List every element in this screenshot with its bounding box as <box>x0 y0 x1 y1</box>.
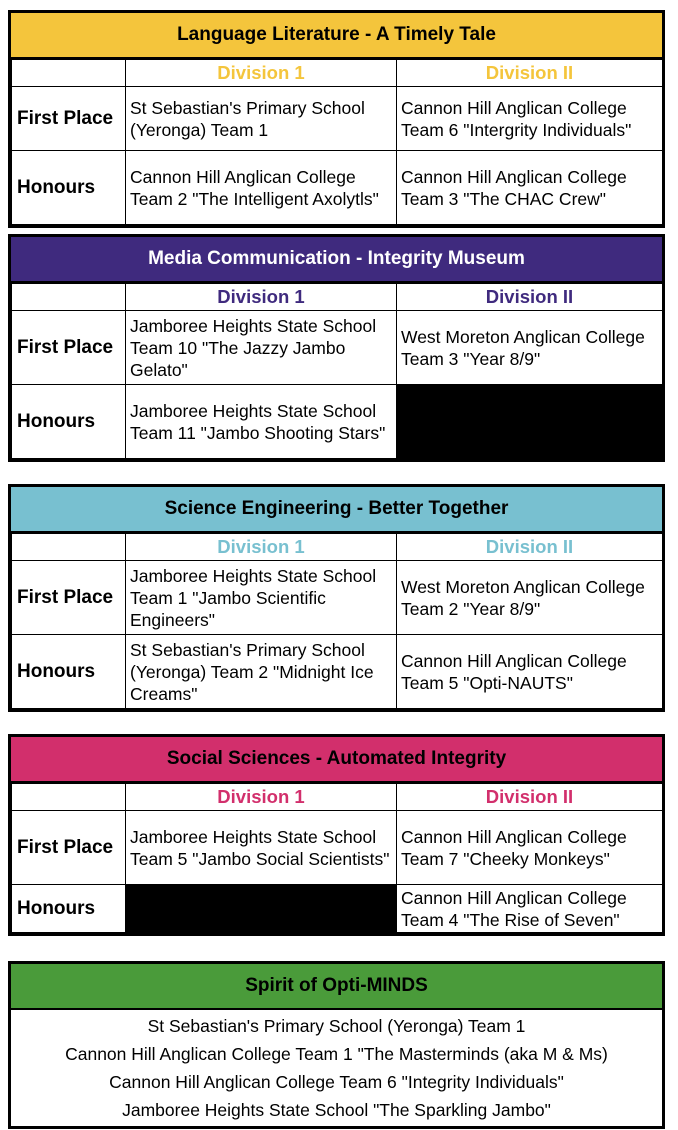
first-place-division-1: Jamboree Heights State School Team 10 "The Jazzy Jambo Gelato" <box>126 311 397 385</box>
spirit-winner: Cannon Hill Anglican College Team 1 "The Masterminds (aka M & Ms) <box>65 1044 608 1064</box>
section-social-sciences <box>8 734 665 936</box>
first-place-label: First Place <box>12 811 126 885</box>
first-place-label: First Place <box>12 87 126 151</box>
section-spirit-of-opti-minds <box>8 961 665 1129</box>
first-place-label: First Place <box>12 561 126 635</box>
honours-division-2: Cannon Hill Anglican College Team 3 "The CHAC Crew" <box>397 151 663 225</box>
division-2-header: Division II <box>397 60 663 87</box>
spirit-winner: Cannon Hill Anglican College Team 6 "Integrity Individuals" <box>109 1072 564 1092</box>
corner-cell <box>12 784 126 811</box>
corner-cell <box>12 60 126 87</box>
first-place-label: First Place <box>12 311 126 385</box>
honours-division-2: Cannon Hill Anglican College Team 5 "Opti-NAUTS" <box>397 635 663 709</box>
spirit-winner: St Sebastian's Primary School (Yeronga) Team 1 <box>147 1016 526 1036</box>
first-place-division-2: Cannon Hill Anglican College Team 7 "Cheeky Monkeys" <box>397 811 663 885</box>
awards-table <box>11 283 663 459</box>
honours-division-2: Cannon Hill Anglican College Team 4 "The Rise of Seven" <box>397 885 663 933</box>
corner-cell <box>12 284 126 311</box>
first-place-division-2: West Moreton Anglican College Team 2 "Year 8/9" <box>397 561 663 635</box>
division-1-header: Division 1 <box>126 60 397 87</box>
honours-label: Honours <box>12 885 126 933</box>
section-title: Language Literature - A Timely Tale <box>11 13 662 59</box>
section-language-literature <box>8 10 665 228</box>
division-2-header: Division II <box>397 784 663 811</box>
corner-cell <box>12 534 126 561</box>
awards-table <box>11 59 663 225</box>
section-title: Social Sciences - Automated Integrity <box>11 737 662 783</box>
honours-division-1: Cannon Hill Anglican College Team 2 "The Intelligent Axolytls" <box>126 151 397 225</box>
first-place-division-2: Cannon Hill Anglican College Team 6 "Intergrity Individuals" <box>397 87 663 151</box>
division-2-header: Division II <box>397 284 663 311</box>
section-science-engineering <box>8 484 665 712</box>
awards-table <box>11 533 663 709</box>
honours-division-1-blank <box>126 885 397 933</box>
awards-table <box>11 783 663 933</box>
section-title: Media Communication - Integrity Museum <box>11 237 662 283</box>
spirit-winner: Jamboree Heights State School "The Sparkling Jambo" <box>122 1100 551 1120</box>
first-place-division-1: Jamboree Heights State School Team 5 "Jambo Social Scientists" <box>126 811 397 885</box>
section-title: Spirit of Opti-MINDS <box>11 964 662 1010</box>
honours-label: Honours <box>12 151 126 225</box>
honours-division-1: St Sebastian's Primary School (Yeronga) Team 2 "Midnight Ice Creams" <box>126 635 397 709</box>
division-1-header: Division 1 <box>126 284 397 311</box>
first-place-division-2: West Moreton Anglican College Team 3 "Year 8/9" <box>397 311 663 385</box>
division-1-header: Division 1 <box>126 534 397 561</box>
division-2-header: Division II <box>397 534 663 561</box>
first-place-division-1: St Sebastian's Primary School (Yeronga) Team 1 <box>126 87 397 151</box>
honours-label: Honours <box>12 385 126 459</box>
first-place-division-1: Jamboree Heights State School Team 1 "Jambo Scientific Engineers" <box>126 561 397 635</box>
honours-division-1: Jamboree Heights State School Team 11 "Jambo Shooting Stars" <box>126 385 397 459</box>
section-media-communication <box>8 234 665 462</box>
division-1-header: Division 1 <box>126 784 397 811</box>
honours-label: Honours <box>12 635 126 709</box>
honours-division-2-blank <box>397 385 663 459</box>
spirit-list <box>11 1010 662 1126</box>
section-title: Science Engineering - Better Together <box>11 487 662 533</box>
